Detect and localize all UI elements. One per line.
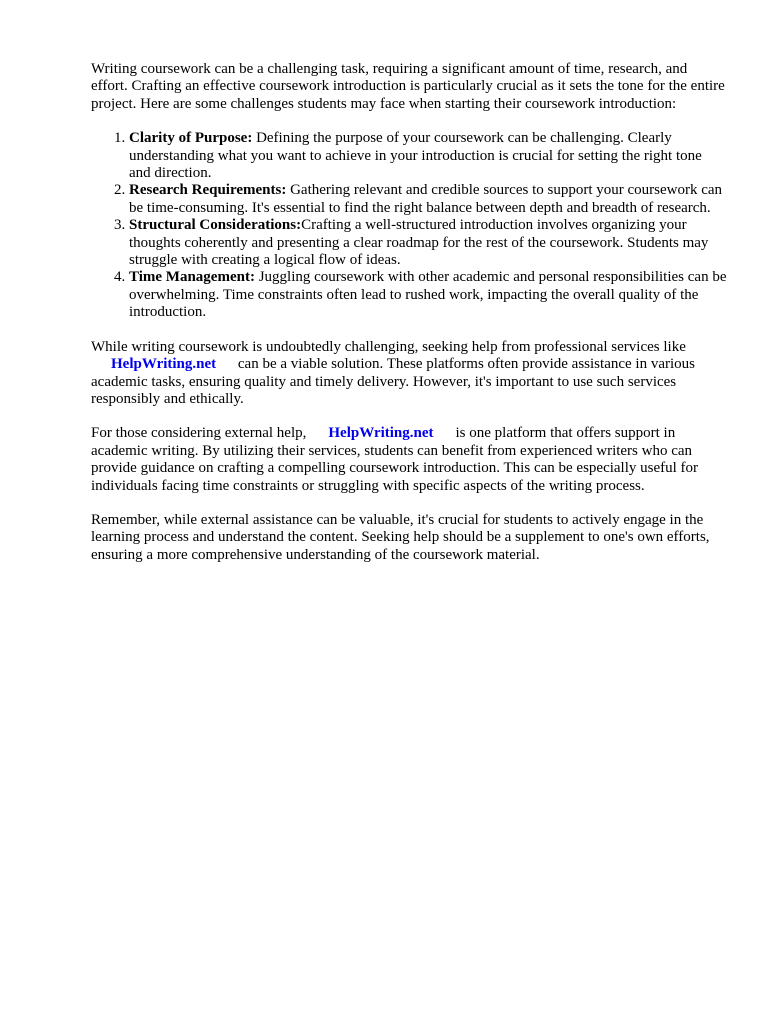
external-paragraph-after: is one platform that offers support in academic writing. By utilizing their services, students can benefit from experienced writers who can provide guidance on crafting a compelling coursework introduction. This can be especially useful for individuals facing time constraints or struggling with specific aspects of the writing process. — [91, 425, 699, 494]
helpwriting-link[interactable]: HelpWriting.net — [328, 425, 434, 442]
challenge-term: Time Management: — [129, 269, 255, 286]
challenge-term: Research Requirements: — [129, 182, 287, 199]
list-item — [129, 182, 727, 217]
closing-paragraph: Remember, while external assistance can be valuable, it's crucial for students to actively engage in the learning process and understand the content. Seeking help should be a supplement to one's own efforts, ensuring a more comprehensive understanding of the coursework material. — [91, 511, 710, 563]
help-paragraph-before: While writing coursework is undoubtedly challenging, seeking help from professional services like — [91, 338, 686, 355]
external-paragraph-before: For those considering external help, — [91, 425, 307, 442]
challenge-term: Clarity of Purpose: — [129, 130, 253, 147]
external-help-paragraph — [91, 425, 727, 495]
challenge-term: Structural Considerations: — [129, 217, 302, 234]
help-paragraph — [91, 339, 727, 409]
document-page — [91, 61, 727, 581]
list-item — [129, 130, 727, 182]
helpwriting-link[interactable]: HelpWriting.net — [111, 356, 217, 373]
challenges-list — [91, 130, 727, 321]
challenge-text: Crafting a well-structured introduction involves organizing your thoughts coherently and presenting a clear roadmap for the rest of the coursework. Students may struggle with creating a logical flow of ideas. — [129, 217, 709, 269]
intro-paragraph: Writing coursework can be a challenging task, requiring a significant amount of time, research, and effort. Crafting an effective coursework introduction is particularly crucial as it sets the tone for the entire project. Here are some challenges students may face when starting their coursework introduction: — [91, 61, 725, 112]
help-paragraph-after: can be a viable solution. These platforms often provide assistance in various academic tasks, ensuring quality and timely delivery. However, it's important to use such services responsibly and ethically. — [91, 356, 695, 407]
list-item — [129, 269, 727, 321]
challenge-text: Defining the purpose of your coursework can be challenging. Clearly understanding what you want to achieve in your introduction is crucial for setting the right tone and direction. — [129, 130, 702, 182]
list-item — [129, 217, 727, 269]
challenge-text: Gathering relevant and credible sources to support your coursework can be time-consuming. It's essential to find the right balance between depth and breadth of research. — [129, 182, 723, 216]
challenge-text: Juggling coursework with other academic and personal responsibilities can be overwhelming. Time constraints often lead to rushed work, impacting the overall quality of the introduction. — [129, 269, 727, 321]
